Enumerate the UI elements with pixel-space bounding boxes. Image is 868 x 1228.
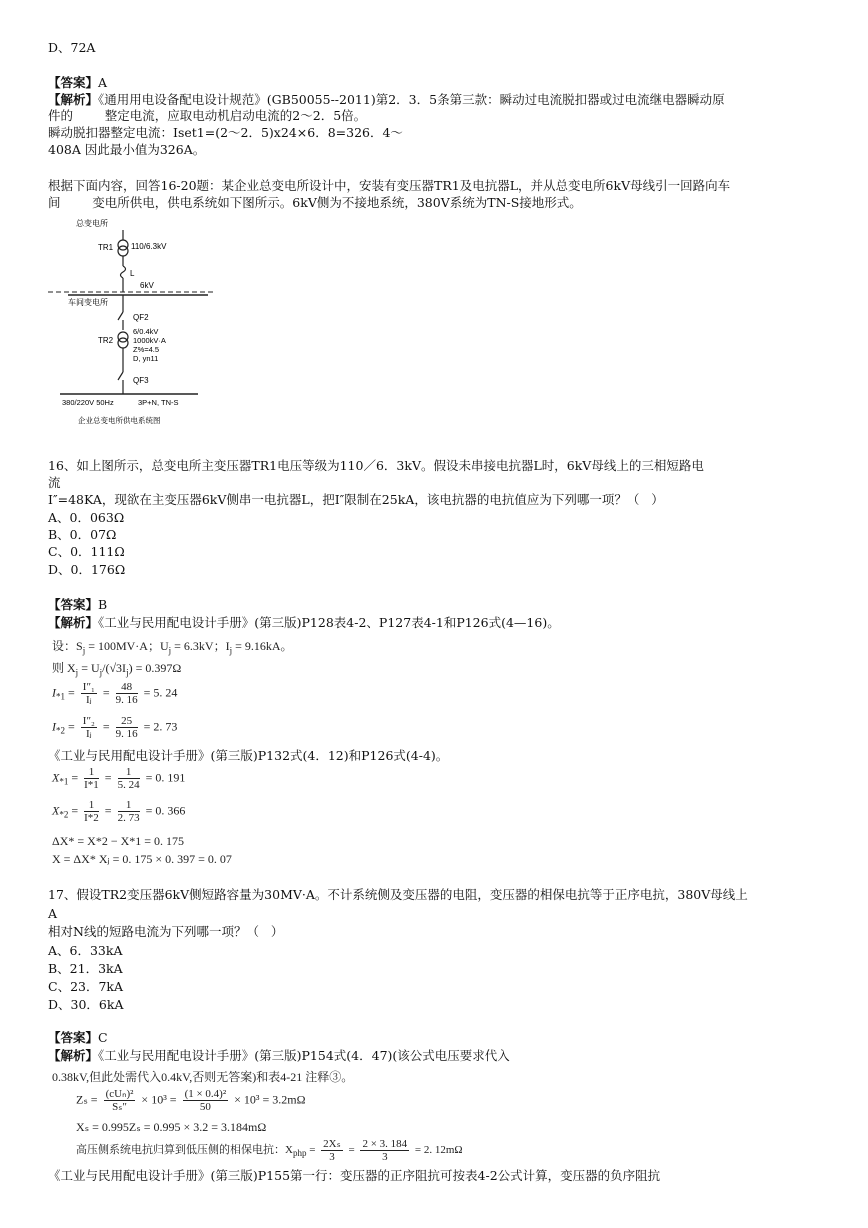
option-a: A、0．063Ω xyxy=(48,510,125,525)
option-c: C、23．7kA xyxy=(48,979,124,994)
option-b: B、21．3kA xyxy=(48,961,123,976)
breaker-qf3-symbol xyxy=(118,372,123,380)
question-16-line: 流 xyxy=(48,475,61,490)
analysis-line-1 xyxy=(48,92,725,107)
answer-value: C xyxy=(98,1030,108,1045)
question-16-line: I″=48KA，现欲在主变压器6kV侧串一电抗器L，把I″限制在25kA，该电抗器的电抗值应为下列哪一项？（ ） xyxy=(48,492,664,507)
diagram-label-tr2: TR2 xyxy=(98,336,114,345)
option-d: D、0．176Ω xyxy=(48,562,126,577)
answer-value: A xyxy=(98,75,108,90)
answer-line-1 xyxy=(48,75,107,90)
analysis-text: 《通用用电设备配电设计规范》(GB50055--2011)第2．3．5条第三款：瞬动过电流脱扣器或过电流继电器瞬动原 xyxy=(98,92,725,107)
analysis-text: 《工业与民用配电设计手册》(第三版)P154式(4．47)(该公式电压要求代入 xyxy=(98,1048,510,1063)
diagram-caption: 企业总变电所供电系统图 xyxy=(78,416,161,425)
diagram-label-tr1-ratio: 110/6.3kV xyxy=(131,242,167,251)
question-17-line: 相对N线的短路电流为下列哪一项？（ ） xyxy=(48,924,284,939)
formula-hv-reactance: 高压侧系统电抗归算到低压侧的相保电抗：$X_{php}$ = $\frac{\text{2Xₛ}}{3}$ = $\frac{2 \times 3. 184}{3}$ = 2. 12mΩ xyxy=(76,1138,463,1163)
diagram-label-earthing: 3P+N, TN-S xyxy=(138,398,179,407)
diagram-label-tr2-ratio: 6/0.4kV xyxy=(133,327,159,336)
answer-value: B xyxy=(98,597,108,612)
answer-label: 【答案】 xyxy=(48,75,99,90)
diagram-label-substation: 总变电所 xyxy=(76,219,108,228)
formula-base-reactance: 则 $X_j = U_j/(√3I_j) = 0.397\Omega$ xyxy=(52,661,182,678)
diagram-label-tr2-connection: D, yn11 xyxy=(133,354,159,363)
reference-line: 《工业与民用配电设计手册》(第三版)P132式(4．12)和P126式(4-4)。 xyxy=(48,748,449,763)
diagram-label-reactor: L xyxy=(130,269,135,278)
diagram-label-qf2: QF2 xyxy=(133,313,149,322)
analysis-line-2 xyxy=(48,615,560,630)
diagram-label-tr1: TR1 xyxy=(98,243,114,252)
formula-base-values: 设：$S_j = 100MV\cdot A$；$U_j = 6.3kV$；$I_j = 9.16kA$。 xyxy=(52,639,293,656)
analysis-label: 【解析】 xyxy=(48,615,99,630)
intro-line: 根据下面内容，回答16-20题：某企业总变电所设计中，安装有变压器TR1及电抗器L，并从总变电所6kV母线引一回路向车 xyxy=(48,178,731,193)
formula-zs: Zₛ = $\frac{\text{(cUₙ)²}}{\text{Sₛ″}}$ × 10³ = $\frac{\text{(1 × 0.4)²}}{50}$ × 10³ = 3.2mΩ xyxy=(76,1088,306,1113)
option-d-72a: D、72A xyxy=(48,40,96,55)
formula-i-star-1: $I_{*1}$ = $\frac{\text{I″₁}}{\text{Iⱼ}}$ = $\frac{48}{9. 16}$ = 5. 24 xyxy=(52,681,178,706)
reference-line: 《工业与民用配电设计手册》(第三版)P155第一行：变压器的正序阻抗可按表4-2公式计算，变压器的负序阻抗 xyxy=(48,1168,661,1183)
option-a: A、6．33kA xyxy=(48,943,123,958)
diagram-label-workshop: 车间变电所 xyxy=(68,298,108,307)
text-line: 408A 因此最小值为326A。 xyxy=(48,142,206,157)
formula-note: 0.38kV,但此处需代入0.4kV,否则无答案)和表4-21 注释③。 xyxy=(52,1070,354,1084)
analysis-label: 【解析】 xyxy=(48,1048,99,1063)
analysis-line-3 xyxy=(48,1048,510,1063)
intro-line: 间 变电所供电，供电系统如下图所示。6kV侧为不接地系统，380V系统为TN-S接地形式。 xyxy=(48,195,582,210)
question-17-line: 17、假设TR2变压器6kV侧短路容量为30MV·A。不计系统侧及变压器的电阻，变压器的相保电抗等于正序电抗，380V母线上 xyxy=(48,887,748,902)
formula-xs: Xₛ = 0.995Zₛ = 0.995 × 3.2 = 3.184mΩ xyxy=(76,1120,267,1134)
option-d: D、30．6kA xyxy=(48,997,124,1012)
formula-x-star-2: $X_{*2}$ = $\frac{1}{I*2}$ = $\frac{1}{2. 73}$ = 0. 366 xyxy=(52,799,186,824)
diagram-label-qf3: QF3 xyxy=(133,376,149,385)
formula-delta-x: ΔX* = X*2 − X*1 = 0. 175 xyxy=(52,834,185,848)
breaker-qf2-symbol xyxy=(118,312,123,320)
analysis-label: 【解析】 xyxy=(48,92,99,107)
text-line: 瞬动脱扣器整定电流：Iset1=(2～2．5)x24×6．8=326．4～ xyxy=(48,125,403,140)
diagram-label-low-voltage: 380/220V 50Hz xyxy=(62,398,114,407)
option-c: C、0．111Ω xyxy=(48,544,125,559)
formula-i-star-2: $I_{*2}$ = $\frac{\text{I″₂}}{\text{Iⱼ}}$ = $\frac{25}{9. 16}$ = 2. 73 xyxy=(52,715,178,740)
answer-line-3 xyxy=(48,1030,108,1045)
power-system-diagram xyxy=(48,212,228,430)
answer-label: 【答案】 xyxy=(48,597,99,612)
reactor-symbol xyxy=(121,266,126,278)
diagram-label-tr2-capacity: 1000kV·A xyxy=(133,336,166,345)
answer-line-2 xyxy=(48,597,107,612)
formula-reactance-result: X = ΔX* Xⱼ = 0. 175 × 0. 397 = 0. 07 xyxy=(52,852,232,866)
answer-label: 【答案】 xyxy=(48,1030,99,1045)
transformer-tr2-symbol xyxy=(118,332,128,342)
diagram-label-tr2-impedance: Z%=4.5 xyxy=(133,345,160,354)
question-16-line: 16、如上图所示，总变电所主变压器TR1电压等级为110／6．3kV。假设未串接电抗器L时，6kV母线上的三相短路电 xyxy=(48,458,704,473)
question-17-line: A xyxy=(48,906,58,921)
transformer-tr1-symbol xyxy=(118,240,128,250)
formula-x-star-1: $X_{*1}$ = $\frac{1}{I*1}$ = $\frac{1}{5. 24}$ = 0. 191 xyxy=(52,766,186,791)
option-b: B、0．07Ω xyxy=(48,527,117,542)
diagram-label-6kv: 6kV xyxy=(140,281,154,290)
analysis-text: 《工业与民用配电设计手册》(第三版)P128表4-2、P127表4-1和P126式(4—16)。 xyxy=(98,615,560,630)
text-line: 件的 整定电流，应取电动机启动电流的2～2．5倍。 xyxy=(48,108,367,123)
